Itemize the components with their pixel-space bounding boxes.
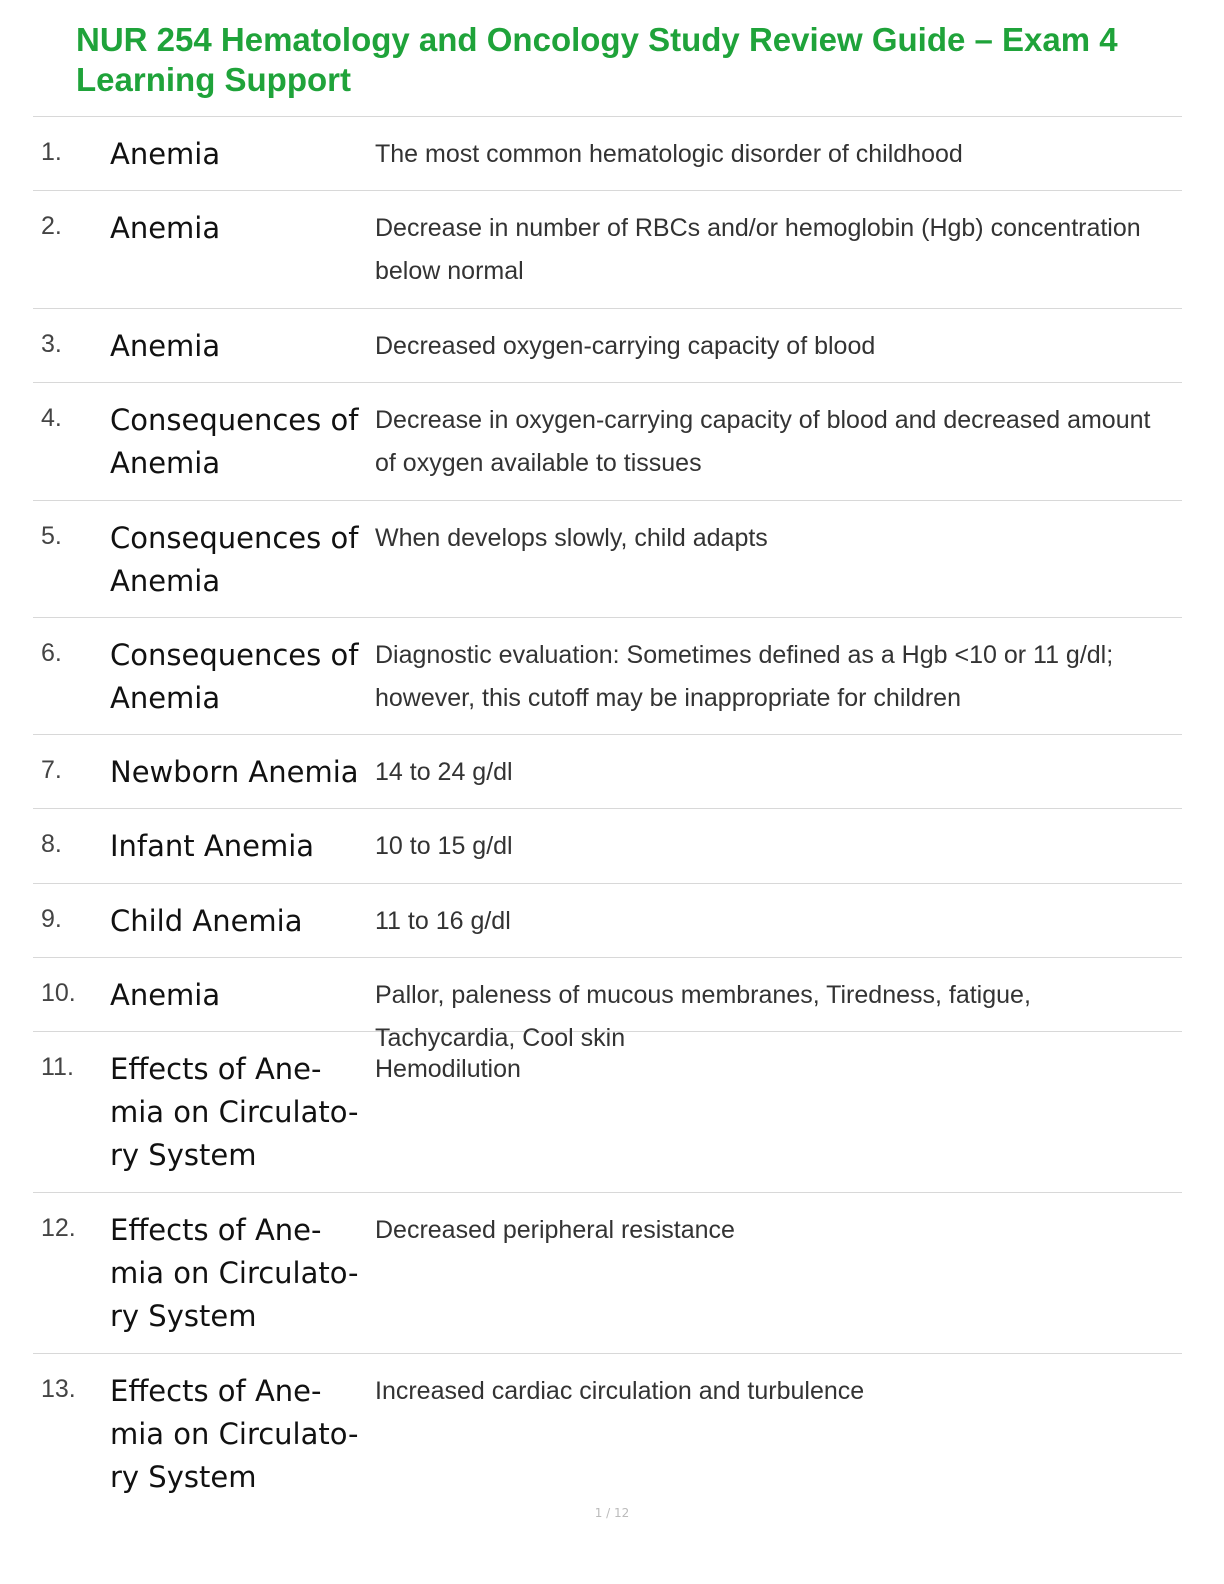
row-number: 11.	[41, 1053, 74, 1081]
definition-cell: Decrease in oxygen-carrying capacity of blood and decreased amount of oxygen available to tissues	[375, 406, 1151, 477]
row-number: 5.	[41, 522, 62, 550]
term-cell: Effects of Ane- mia on Circulato- ry System	[110, 1052, 359, 1172]
row-number: 9.	[41, 905, 62, 933]
definition-cell: Decreased peripheral resistance	[375, 1216, 735, 1244]
row-number: 10.	[41, 979, 76, 1007]
table-row	[33, 501, 1182, 618]
page-number: 1 / 12	[594, 1506, 630, 1520]
term-cell: Consequences of Anemia	[110, 638, 359, 715]
table-row	[33, 191, 1182, 309]
definition-cell: 14 to 24 g/dl	[375, 758, 513, 786]
definition-cell: When develops slowly, child adapts	[375, 524, 768, 552]
table-row	[33, 884, 1182, 958]
term-cell: Anemia	[110, 137, 221, 171]
definition-cell: Diagnostic evaluation: Sometimes defined as a Hgb <10 or 11 g/dl; however, this cutoff may be inappropriate for children	[375, 641, 1114, 712]
table-row	[33, 809, 1182, 884]
definition-cell: The most common hematologic disorder of childhood	[375, 140, 963, 168]
term-cell: Anemia	[110, 211, 221, 245]
table-row	[33, 735, 1182, 809]
row-number: 6.	[41, 639, 62, 667]
row-number: 13.	[41, 1375, 76, 1403]
term-cell: Child Anemia	[110, 904, 303, 938]
term-cell: Infant Anemia	[110, 829, 315, 863]
table-row	[33, 618, 1182, 735]
table-row	[33, 1354, 1182, 1504]
definition-cell: 10 to 15 g/dl	[375, 832, 513, 860]
table-row	[33, 1032, 1182, 1193]
term-cell: Effects of Ane- mia on Circulato- ry System	[110, 1213, 359, 1333]
row-number: 12.	[41, 1214, 76, 1242]
term-cell: Consequences of Anemia	[110, 403, 359, 480]
row-number: 4.	[41, 404, 62, 432]
row-number: 1.	[41, 138, 62, 166]
term-cell: Anemia	[110, 978, 221, 1012]
flashcard-table	[33, 116, 1182, 1504]
definition-cell: 11 to 16 g/dl	[375, 907, 511, 935]
row-number: 8.	[41, 830, 62, 858]
document-title: NUR 254 Hematology and Oncology Study Review Guide – Exam 4 Learning Support	[76, 21, 1118, 98]
table-row	[33, 383, 1182, 501]
row-number: 3.	[41, 330, 62, 358]
definition-cell: Hemodilution	[375, 1055, 521, 1083]
table-row	[33, 1193, 1182, 1354]
term-cell: Anemia	[110, 329, 221, 363]
term-cell: Effects of Ane- mia on Circulato- ry System	[110, 1374, 359, 1494]
definition-cell: Decrease in number of RBCs and/or hemoglobin (Hgb) concentration below normal	[375, 214, 1141, 285]
definition-cell: Increased cardiac circulation and turbulence	[375, 1377, 865, 1405]
table-row	[33, 958, 1182, 1052]
term-cell: Consequences of Anemia	[110, 521, 359, 598]
table-row	[33, 117, 1182, 191]
row-number: 7.	[41, 756, 62, 784]
definition-cell: Pallor, paleness of mucous membranes, Tiredness, fatigue, Tachycardia, Cool skin	[375, 981, 1031, 1052]
table-row	[33, 309, 1182, 383]
row-number: 2.	[41, 212, 62, 240]
definition-cell: Decreased oxygen-carrying capacity of blood	[375, 332, 876, 360]
term-cell: Newborn Anemia	[110, 755, 359, 789]
